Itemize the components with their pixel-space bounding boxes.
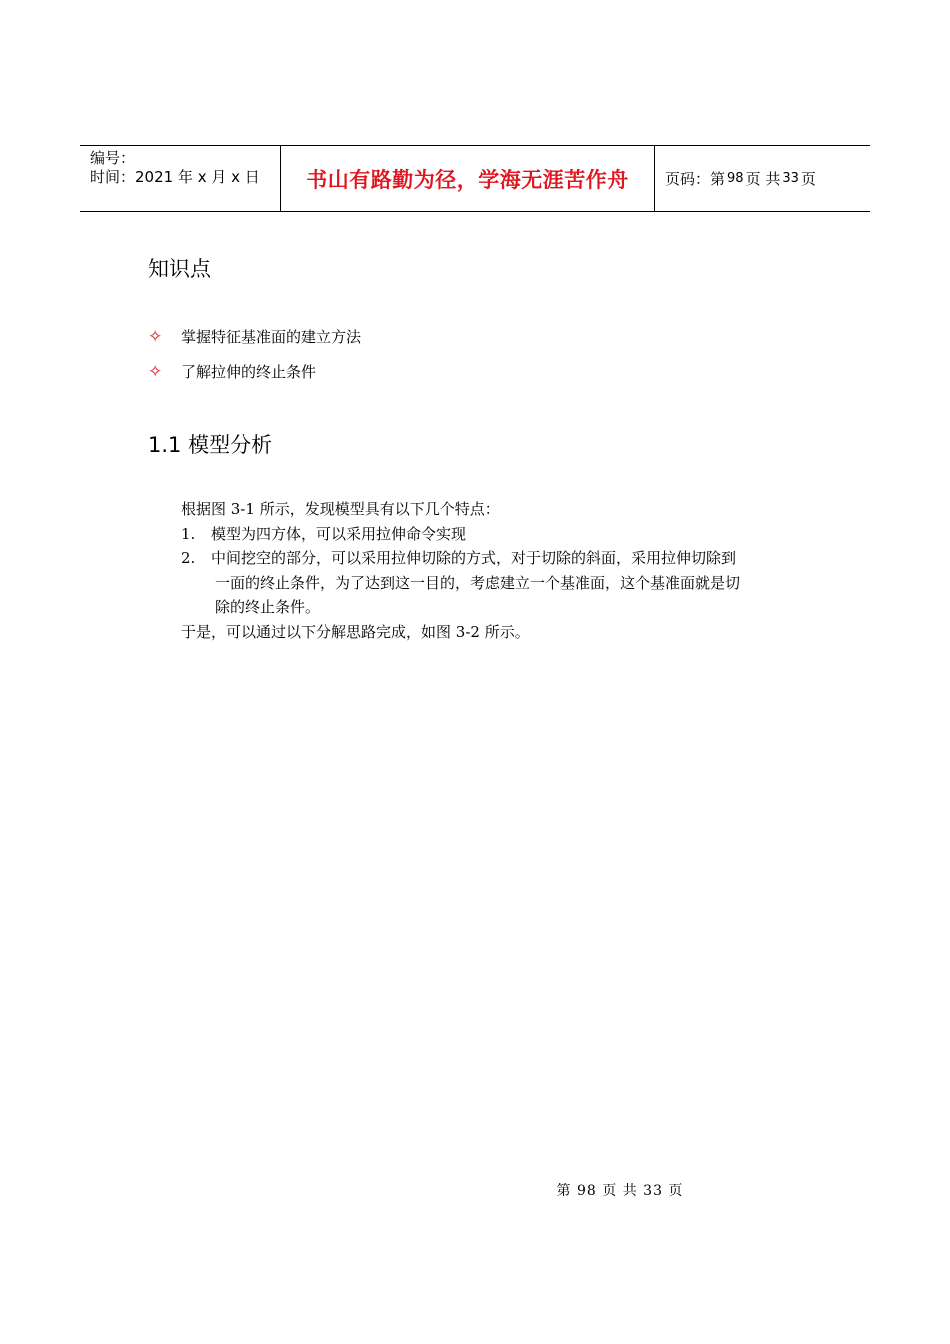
page-suffix: 页 — [800, 170, 816, 188]
item-number: 1. — [181, 524, 196, 543]
list-item — [181, 522, 821, 547]
page-current: 98 — [727, 171, 744, 186]
bullet-text: 了解拉伸的终止条件 — [181, 363, 317, 381]
item-continuation: 除的终止条件。 — [215, 598, 321, 616]
date-label: 时间：2021 年 x 月 x 日 — [90, 168, 260, 186]
knowledge-title: 知识点 — [148, 257, 211, 281]
diamond-bullet-icon: ✧ — [148, 361, 163, 382]
section-title: 1.1 模型分析 — [148, 433, 273, 457]
item-continuation: 一面的终止条件，为了达到这一目的，考虑建立一个基准面，这个基准面就是切 — [215, 573, 741, 592]
list-item — [148, 319, 361, 354]
item-number: 2. — [181, 549, 196, 567]
header-motto-cell — [281, 146, 655, 211]
page-footer: 第 98 页 共 33 页 — [556, 1183, 684, 1199]
section-body — [181, 497, 821, 644]
bullet-text: 掌握特征基准面的建立方法 — [181, 328, 362, 346]
list-item — [181, 546, 821, 571]
diamond-bullet-icon: ✧ — [148, 326, 163, 347]
page-total: 33 — [782, 171, 799, 186]
header-page-info — [655, 146, 870, 211]
item-text: 中间挖空的部分，可以采用拉伸切除的方式，对于切除的斜面，采用拉伸切除到 — [211, 549, 737, 567]
number-label: 编号： — [90, 149, 136, 167]
conclusion-paragraph: 于是，可以通过以下分解思路完成，如图 3-2 所示。 — [181, 622, 530, 641]
intro-paragraph: 根据图 3-1 所示，发现模型具有以下几个特点： — [181, 500, 500, 518]
knowledge-list — [148, 319, 361, 389]
header-meta — [80, 146, 281, 211]
list-item — [148, 354, 361, 389]
page-prefix: 页码：第 — [665, 170, 726, 188]
item-text: 模型为四方体，可以采用拉伸命令实现 — [211, 524, 467, 543]
page-header — [80, 145, 870, 212]
motto: 书山有路勤为径，学海无涯苦作舟 — [306, 167, 629, 192]
page-mid: 页 共 — [745, 170, 781, 188]
